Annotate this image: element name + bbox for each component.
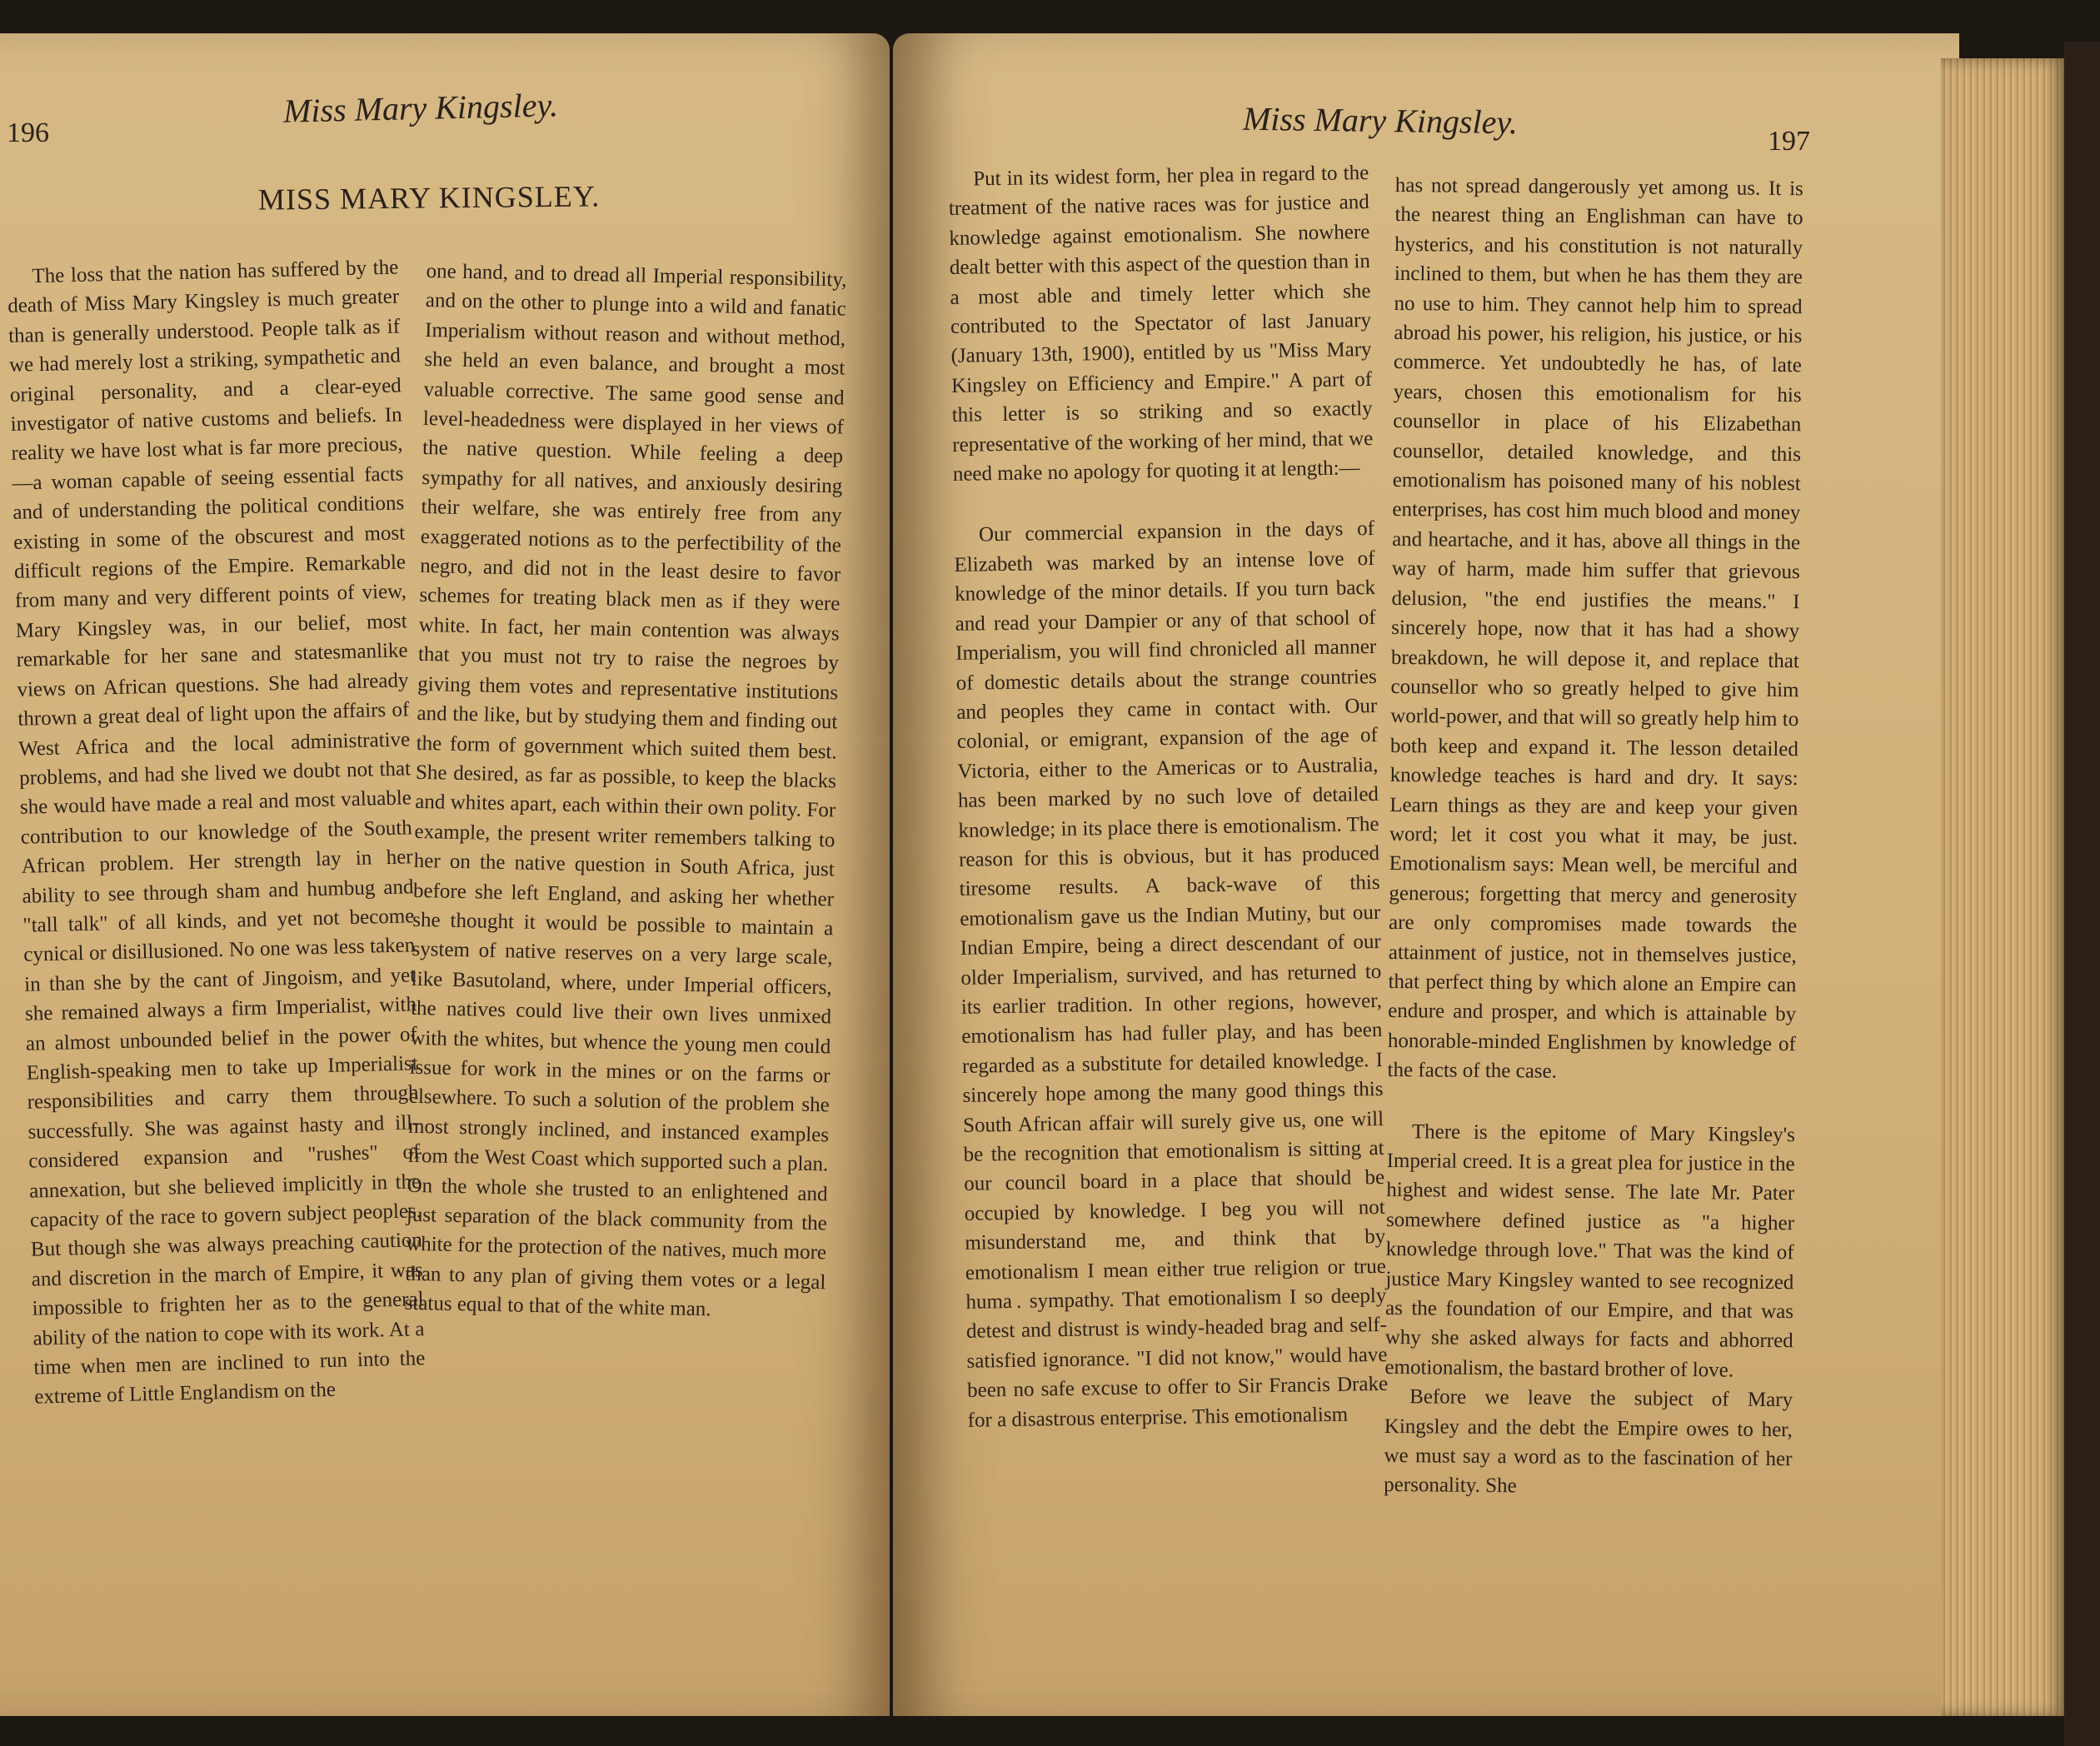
paragraph: one hand, and to dread all Imperial responsibility, and on the other to plunge into a wild and fanatic Imperialism without reason and without method, she held an even balance, and brought a most valuable corrective. The same good sense and level-headedness were displayed in her views of the native question. While feeling a deep sympathy for all natives, and anxiously desiring their welfare, she was entirely free from any exaggerated notions as to the perfectibility of the negro, and did not in the least desire to favor schemes for treating black men as if they were white. In fact, her main contention was always that you must not try to raise the negroes by giving them votes and representative institutions and the like, but by studying them and finding out the form of government which suited them best. She desired, as far as possible, to keep the blacks and whites apart, each within their own polity. For example, the present writer remembers talking to her on the native question in South Africa, just before she left England, and asking her whether she thought it would be possible to maintain a system of native reserves on a very large scale, like Basutoland, where, under Imperial officers, the natives could live their own lives unmixed with the whites, but whence the young men could issue for work in the mines or on the farms or elsewhere. To such a solution of the problem she most strongly inclined, and instanced examples from the West Coast which supported such a plan. On the whole she trusted to an enlightened and just separation of the black community from the white for the protection of the natives, much more than to any plan of giving them votes or a legal status equal to that of the white man. — [404, 259, 847, 1321]
right-column-2 — [1384, 171, 1803, 1504]
page-number-left: 196 — [7, 117, 49, 148]
paragraph: The loss that the nation has suffered by the death of Miss Mary Kingsley is much greater than is generally understood. People talk as if we had merely lost a striking, sympathetic and original personality, and a clear-eyed investigator of native customs and beliefs. In reality we have lost what is far more precious,—a woman capable of seeing essential facts and of understanding the political conditions existing in some of the obscurest and most difficult regions of the Empire. Remarkable from many and very different points of view, Mary Kingsley was, in our belief, most remarkable for her sane and statesmanlike views on African questions. She had already thrown a great deal of light upon the affairs of West Africa and the local administrative problems, and had she lived we doubt not that she would have made a real and most valuable contribution to our knowledge of the South African problem. Her strength lay in her ability to see through sham and humbug and "tall talk" of all kinds, and yet not become cynical or disillusioned. No one was less taken in than she by the cant of Jingoism, and yet she remained always a firm Imperialist, with an almost unbounded belief in the power of English-speaking men to take up Imperialist responsibilities and carry them through successfully. She was against hasty and ill-considered expansion and "rushes" of annexation, but she believed implicitly in the capacity of the race to govern subject peoples. But though she was always preaching caution and discretion in the march of Empire, it was impossible to frighten her as to the general ability of the nation to cope with its work. At a time when men are inclined to run into the extreme of Little Englandism on the — [7, 256, 426, 1409]
page-number-right: 197 — [1768, 126, 1810, 157]
quoted-letter-continued: has not spread dangerously yet among us. It is the nearest thing an Englishman can have to hysterics, and his constitution is not naturally inclined to them, but when he has them they are no use to him. They cannot help him to spread abroad his power, his religion, his justice, or his commerce. Yet undoubtedly he has, of late years, chosen this emotionalism for his counsellor in place of his Elizabethan counsellor, detailed knowledge, and this emotionalism has poisoned many of his noblest enterprises, has cost him much blood and money and heartache, and it has, above all things in the way of harm, made him suffer that grievous delusion, "the end justifies the means." I sincerely hope, now that it has had a showy breakdown, he will depose it, and replace that counsellor who so greatly helped to give him world-power, and that will so greatly help him to both keep and expand it. The lesson detailed knowledge teaches is hard and dry. It says: Leаrn things as they are and keep your given word; let it cost you what it may, be just. Emotionalism says: Mean well, be merciful and generous; forgetting that mercy and generosity are only compromises made towards the attainment of justice, not in themselves justice, that perfect thing by which alone an Empire can endure and prosper, and which is attainable by honorable-minded Englishmen by knowledge of the facts of the case. — [1387, 173, 1803, 1083]
running-head-right: Miss Mary Kingsley. — [1242, 99, 1519, 142]
left-column-2 — [404, 257, 847, 1327]
running-head-left: Miss Mary Kingsley. — [282, 86, 559, 130]
book-cover — [2064, 42, 2100, 1746]
paragraph: Put in its widest form, her plea in regard to the treatment of the native races was for justice and knowledge against emotionalism. She nowhere dealt better with this aspect of the question than in a most able and timely letter which she contributed to the Spectator of last January (January 13th, 1900), entitled by us "Miss Mary Kingsley on Efficiency and Empire." A part of this letter is so striking and so exactly representative of the working of her mind, that we need make no apology for quoting it at length:— — [948, 162, 1374, 486]
paragraph: There is the epitome of Mary Kingsley's Imperial creed. It is a great plea for justice in the highest and widest sense. The late Mr. Pater somewhere defined justice as "a higher knowledge through love." That was the kind of justice Mary Kingsley wanted to see recognized as the foundation of our Empire, and that was why she asked always for facts and abhorred emotionalism, the bastard brother of love. — [1384, 1120, 1796, 1382]
right-column-1 — [948, 158, 1389, 1435]
article-title: MISS MARY KINGSLEY. — [257, 179, 601, 217]
paragraph: Before we leave the subject of Mary Kingsley and the debt the Empire owes to her, we must say a word as to the fascination of her personality. She — [1384, 1385, 1793, 1498]
left-column-1 — [7, 253, 426, 1413]
page-edges — [1941, 58, 2066, 1716]
quoted-letter: Our commercial expansion in the days of Elizabeth was marked by an intense love of knowledge of the minor details. If you turn back and read your Dampier or any of that school of Imperialism, you will find chronicled all manner of domestic details about the strange countries and peoples they came in contact with. Our colonial, or emigrant, expansion of the age of Victoria, either to the Americas or to Australia, has been marked by no such love of detailed knowledge; in its place there is emotionalism. The reason for this is obvious, but it has produced tiresome results. A back-wave of this emotionalism gave us the Indian Mutiny, but our Indian Empire, being a direct descendant of our older Imperialism, survived, and has returned to its earlier tradition. In other regions, however, emotionalism has had fuller play, and has been regarded as a substitute for detailed knowledge. I sincerely hope among the many good things this South African affair will surely give us, one will be the recognition that emotionalism is sitting at our council board in a place that should be occupied by knowledge. I beg you will not misunderstand me, and think that by emotionalism I mean either true religion or true huma . sympathy. That emotionalism I so deeply detest and distrust is windy-headed brag and self-satisfied ignorance. "I did not know," would have been no safe excuse to offer to Sir Francis Drake for a disastrous enterprise. This emotionalism — [954, 517, 1389, 1432]
